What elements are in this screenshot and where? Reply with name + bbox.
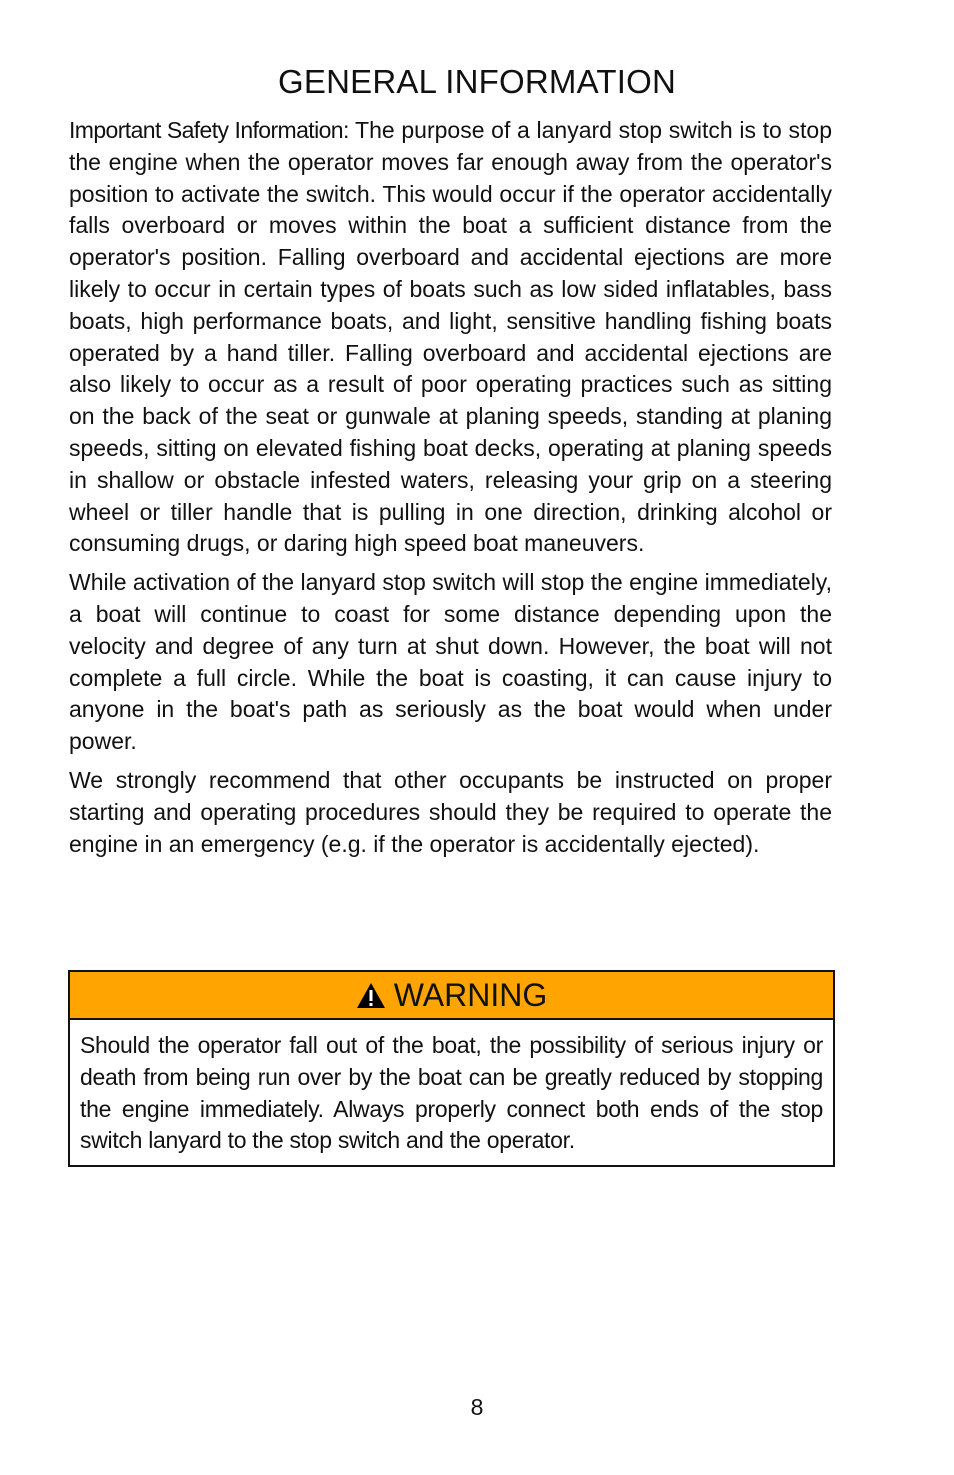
- safety-paragraph: [69, 115, 832, 560]
- page-title: GENERAL INFORMATION: [278, 63, 676, 100]
- page-number: 8: [470, 1394, 484, 1420]
- safety-paragraph-text: The purpose of a lanyard stop switch is to stop the engine when the operator moves far enough away from the operator's position to activate the switch. This would occur if the operator accidentally falls overboard or moves within the boat a sufficient distance from the operator's position. Falling overboard and accidental ejections are more likely to occur in certain types of boats such as low sided inflatables, bass boats, high performance boats, and light, sensitive handling fishing boats operated by a hand tiller. Falling overboard and accidental ejections are also likely to occur as a result of poor operating practices such as sitting on the back of the seat or gunwale at planing speeds, standing at planing speeds, sitting on elevated fishing boat decks, operating at planing speeds in shallow or obstacle infested waters, releasing your grip on a steering wheel or tiller handle that is pulling in one direction, drinking alcohol or consuming drugs, or daring high speed boat maneuvers.: [69, 117, 832, 557]
- occupants-paragraph: We strongly recommend that other occupants be instructed on proper starting and operating procedures should they be required to operate the engine in an emergency (e.g. if the operator is accidentally ejected).: [69, 766, 832, 857]
- warning-label: WARNING: [393, 977, 548, 1013]
- warning-triangle-icon: [356, 982, 386, 1009]
- body-text: [69, 115, 832, 867]
- warning-body: [70, 1020, 833, 1165]
- warning-box: [68, 970, 835, 1167]
- warning-header: [70, 972, 833, 1020]
- safety-lead-label: Important Safety Information:: [69, 117, 349, 143]
- warning-text: Should the operator fall out of the boat, the possibility of serious injury or death from being run over by the boat can be greatly reduced by stopping the engine immediately. Always properly connect both ends of the stop switch lanyard to the stop switch and the operator.: [80, 1032, 823, 1154]
- coasting-paragraph: While activation of the lanyard stop switch will stop the engine immediately, a boat will continue to coast for some distance depending upon the velocity and degree of any turn at shut down. However, the boat will not complete a full circle. While the boat is coasting, it can cause injury to anyone in the boat's path as seriously as the boat would when under power.: [69, 569, 832, 755]
